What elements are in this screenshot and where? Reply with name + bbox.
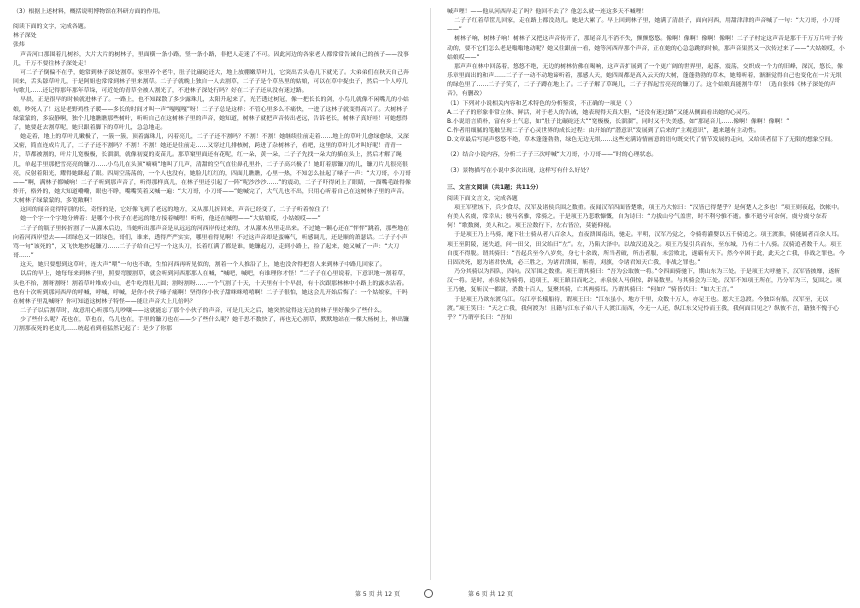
section-title: 三、文言文阅读（共1题；共11分） bbox=[447, 184, 542, 191]
story-paragraph: 树林子响，树林子响！树林子又把这声音传开了，那尾音儿不消不失，颤颤悠悠。像啊！像啊！像啊！像啊！二子子村定这声音是那千千万万片叶子传动的，要不它们怎么老是嗡嗡地动呢？她又往跟前一看，她等河西岸那个声音，正在她的心急急跳的时候，那声音果然又一次传过来了——“大姑娘哎，小姑娘哎——” bbox=[447, 36, 845, 61]
story-paragraph: 这回的闻音竟得特别的长，奇怪的是，它好像飞到了老远的地方，又从那儿折回来，声音已经变了，二子子听着惊住了！ bbox=[20, 207, 333, 214]
story-paragraph: 少了些什么呢？花也在，草也在，鸟儿也在，手里的镰刀也在——少了些什么呢？她千思不数快了，再也无心割草，默默地站在一棵大杨树上，伸出镰刀割那夜死的老皮儿……统起看到看猛然记起了：是少了你那 bbox=[13, 317, 409, 333]
classical-paragraph: 项王军壁垓下，兵少食尽，汉军及诸侯兵围之数重。夜闻汉军四面皆楚歌，项王乃大惊曰：“汉皆已得楚乎？是何楚人之多也！”项王则夜起，饮帐中。有美人名虞，常幸从；骏马名骓，常骑之。于是项王乃悲歌慷慨，自为诗曰：“力拔山兮气盖世，时不利兮骓不逝。骓不逝兮可奈何，虞兮虞兮奈若何！”歌数阕，美人和之。项王泣数行下，左右皆泣，莫能仰视。 bbox=[447, 204, 844, 230]
page-number-right: 第 6 页 共 12 页 bbox=[468, 591, 513, 598]
option-d: D.文章最后写尾声悠悠不绝，草木蓬蓬勃勃，绿色无边无垠……这些充满诗情画意的语句既交代了情节发展的走向，又给读者留下了无限的想象空间。 bbox=[447, 137, 837, 144]
classical-paragraph: 于是项王乃欲东渡乌江。乌江亭长檥船待，谓项王曰：“江东虽小，地方千里，众数十万人，亦足王也。愿大王急渡。今独臣有船，汉军至，无以渡。”项王笑曰：“天之亡我，我何渡为！且籍与江东子弟八千人渡江而西，今无一人还，纵江东父兄怜而王我，我何面目见之？纵彼不言，籍独不愧于心乎？”乃谓亭长曰：“吾知 bbox=[447, 296, 839, 321]
page-number-left: 第 5 页 共 12 页 bbox=[355, 591, 400, 598]
story-paragraph: 她一个字一个字地分辨着：是哪个小伙子在老远的地方接着喊哩！听听，他还在喊哩——“大姑娘哎，小姑娘哎——” bbox=[20, 216, 321, 223]
story-paragraph: 以后的早上，她每每来到林子里，照要弯腰割草，就会听到河西那那人在喊，“喊吧，喊吧，有谁理你才怪！”二子子在心里说着，下意识地一割着草，头也不抬，割呀割呀！割着草叶堆成小山，老牛吃得肚儿圆；割呀割呀……一个气割了十天，十天里有十个早晨，有十次跟那林林中小路上的露水沾着。也有十次听到那河西岸的呼喊，呼喊，呼喊，是你小伙子嗓子痛啊！坚得你小伙子甜咪咪嘻嘻啊！二子子很怕，她这会儿开始后悔了：一个姑娘家，干吗在树林子里乱喊呀？你可知道这树林子特怪——能让声音大上几倍吗？ bbox=[13, 271, 410, 305]
right-column bbox=[447, 8, 845, 580]
option-a: A.二子子的形象非常立体、鲜活，对于老人的告诫，她表现得天真大胆，“还没有迷过路”又能从侧面看出她的心灵巧。 bbox=[447, 109, 754, 116]
column-divider bbox=[430, 8, 431, 580]
story-paragraph: 那声声在林中回荡着，悠悠不绝，无边的树林仿佛在喝响，这声音扩展到了一个更广阔的世界里，起落，震荡，交织成一个力的旧峰，深沉，悠长，像乐章里面出的和声……二子子一动不动地谛听着，那感人天，她四周都是高入云天的大树，蓬蓬勃勃的草木，她蓦听着，渐渐觉得自己也变化在一片无垠的绿色里了……二子子笑了，二子子蹲在地上了。二子子解了草绳儿，二子子挥起雪亮亮的镰刀了。这个姑娘真能割牛草！（选自张炜《林子深处的声音》，有删改） bbox=[447, 63, 843, 98]
question-2: （2）结合小说内容，分析二子子三次呼喊“大刀哥，小刀哥——”时的心理状态。 bbox=[447, 152, 658, 159]
story-paragraph: 二子子红着草筐儿回家，走在路上都没劲儿。她是大累了。早上回到林子里，她满了清晨子，面向河西，用甜津津的声音喊了一句：“大刀哥，小刀哥——” bbox=[447, 18, 841, 34]
story-paragraph: 喊声哩！——他从河西岸走了吗？他回不去了？他怎么就一连这多天不喊哩！ bbox=[447, 9, 648, 15]
story-paragraph: 她走着，地上的草叶儿嫩极了，一簇一簇，顶着露珠儿，闪着亮儿，二子子还不割吗？不割！不割！她继续往前走着……地上的草叶儿愈绿愈绿，又深又密，简直连成片儿了，二子子还不割吗？不割！不割！她还是往前走……又穿过几排核树，跨进了杂树林子，看吧，这里的草叶儿才叫好呢！青青一片，草都被割的，叶片儿宽极极，长溜溜，就像初夏的麦苗儿。那草窠里面还有花呢，红一朵，黄一朵，二子子先找一朵大的插在头上，然后才解了绳儿，单起手里那把雪亮亮的镰刀……小鸟儿在头顶“嘀嘀”地叫了几声，清甜的空气直往鼻孔里扑，二子子高兴极了！她盯着那镰刀的儿，镰刀片儿很亮很亮，反射着阳光，耀得她眯起了眼。四周空荡荡的，一个人也没有，她脸儿红红的，四面儿瞧瞧，心里一热，不知怎么扯起了嗓子一声：“大刀哥，小刀哥——”啊，满林子都喊响！二子子听到那声音了，听得那样真儿，在林子里还引起了一阵“呢沙沙沙……”的震动，二子子吓得闭上了眼睛，一溜嘴毛趾得像炸开，格外的，她大知道嘞嘞，眼也不睁，嘴嘴笑着又喊一遍：“大刀哥，小刀哥——”她喊完了，大气儿也不出，只用心听着自己在这树林子里的声音。大树林子绿蒙蒙的，多宽敞啊！ bbox=[13, 134, 411, 205]
story-paragraph: 这天，她只要想到这草叶，连大声“喂”一句也不敢，生怕河西再听见似的，割着一个人推沿了上，她也没舍得把喜人来到林子中路几回家了。 bbox=[20, 262, 386, 269]
classical-paragraph: 乃分其骑以为四队，四向。汉军围之数重。项王谓其骑曰：“吾为公取彼一将。”令四面骑驰下，期山东为三处。于是项王大呼驰下，汉军皆披靡，遂斩汉一将。是时，赤泉侯为骑将，追项王，项王瞋目而叱之，赤泉侯人马俱惊，辟易数里。与其骑会为三处。汉军不知项王所在，乃分军为三，复围之。项王乃驰，复斩汉一都尉，杀数十百人，复聚其骑，亡其两骑耳。乃谓其骑曰：“何如？”骑皆伏曰：“如大王言。” bbox=[447, 269, 842, 294]
question-1: （1）下列对小说相关内容和艺术特色的分析鉴赏，不正确的一项是（ ） bbox=[447, 100, 636, 107]
story-author: 张炜 bbox=[13, 42, 25, 49]
story-title: 林子深处 bbox=[13, 33, 37, 40]
classical-instruction: 阅读下面文言文，完成各题 bbox=[447, 195, 518, 202]
question-3b: （3）景物描写在小说中多次出现，这样写有什么好处？ bbox=[447, 167, 593, 174]
story-paragraph: 二子子的瓶子里转折割了一从灌木后边，当她听出那声音是从远远的河西岸传过来的，才从灌木丛里走出来。不过她一颗心还在“怦怦”跳着，那些地在向着河西岸望去——团绿色又一团绿色，哥们，谁来，透得严严实实，哪里看得见啊！不过这声音却是蛮嘛气，听感调儿，还是顺的萧瑟话。二子子小声骂一句“该死的”，又飞快地抄起镰刀……二子子给自己写一个这头刀，长着红满了都是谁，她镰起刀，走到小路上，捡了起来，她又喊了一声：“大刀哥……” bbox=[13, 225, 410, 260]
option-b: B.小说语言质朴，富有乡土气息，如“肚子比碾砣还大”“宽极极，长溜溜”，同时又不失美感，如“那尾音儿……像啊！像啊！像啊！” bbox=[447, 118, 790, 125]
option-c: C.作者用细腻的笔触呈现二子子心灵世界的成长过程：由开始的“潜意识”发展到了后来的“主观意识”，越来越有主动性。 bbox=[447, 128, 760, 135]
story-paragraph: 早晨，正是很早的时候就进林子了。一路上，也不知踩散了多少露珠儿，太阳升起来了，光芒透过树冠，像一把长长的剑，小鸟儿就像不闲嘴儿的小姑娘，吵死人了！远是老野鸡性子暖——多长的时间才叫一声“嘎嘎嘎”呀！二子子总是这样：不管心里多么不痛快，一进了这林子就变得高兴了。大树林子绿蒙蒙的，多寂静啊，独个儿地瞧瞧那些树叶，听听自己在这树林子里的声音，她知道，树林子就把声音传出老远，告诉老长，树林子真好哇！可她想得了，她要赶去割草呢，她只跟着脚下的草叶儿，急急地走。 bbox=[13, 97, 409, 131]
left-column bbox=[13, 8, 411, 580]
story-paragraph: 可二子子倒偏不在乎，她常到林子深处割草。家里养个老牛，肚子比碾砣还大，地上放棚嫩草叶儿，它突出舌头卷几下就光了。大弟弟们在秋天自己奔回来，舌头舔草叶儿，于是阿姐也常常到林子里来割草。二子子就晚上独自一人去割草，二子子是个草丛里的姑娘，可以在草中捉虫子，然后一个人哼几句歌儿……还记得那年那年草垛，可近处的青草全被人割光了，不进林子深处行吗？好在二子子还从没有迷过路。 bbox=[13, 69, 409, 95]
page-center-circle-icon bbox=[424, 589, 433, 598]
story-paragraph: 二子子以后割草时，故意用心听那鸟儿吵嚷——这就能忘了那个小伙子的声音，可是几天之后，她突然觉得这无边的林子里好像少了些什么。 bbox=[20, 308, 386, 314]
question-3: （3）根据上述材料，概括说明博物馆在科研方面的作用。 bbox=[13, 9, 165, 15]
reading-instruction: 阅读下面的文字，完成各题。 bbox=[13, 24, 90, 31]
story-paragraph: 声音河口那围着几树衫，大片大片的树林子，里面横一条小路，竖一条小路，非把人走迷了不可。因此河边的各家老人都常常告诫自己的孩子——没事儿，千万不要往林子深处走！ bbox=[13, 51, 409, 67]
classical-paragraph: 于是项王乃上马骑，麾下壮士骑从者八百余人，直夜溃围南出，驰走。平明，汉军乃觉之，令骑将灌婴以五千骑追之。项王渡淮，骑能属者百余人耳。项王至阴陵，迷失道，问一田父，田父绐曰“左”。左，乃陷大泽中。以故汉追及之。项王乃复引兵而东，至东城，乃有二十八骑。汉骑追者数千人。项王自度不得脱。谓其骑曰：“吾起兵至今八岁矣，身七十余战，所当者破，所击者服，未尝败北，遂霸有天下。然今卒困于此，此天之亡我，非战之罪也。今日固决死，愿为诸君快战，必三胜之，为诸君溃围，斩将，刈旗，令诸君知天亡我，非战之罪也。” bbox=[447, 232, 845, 266]
